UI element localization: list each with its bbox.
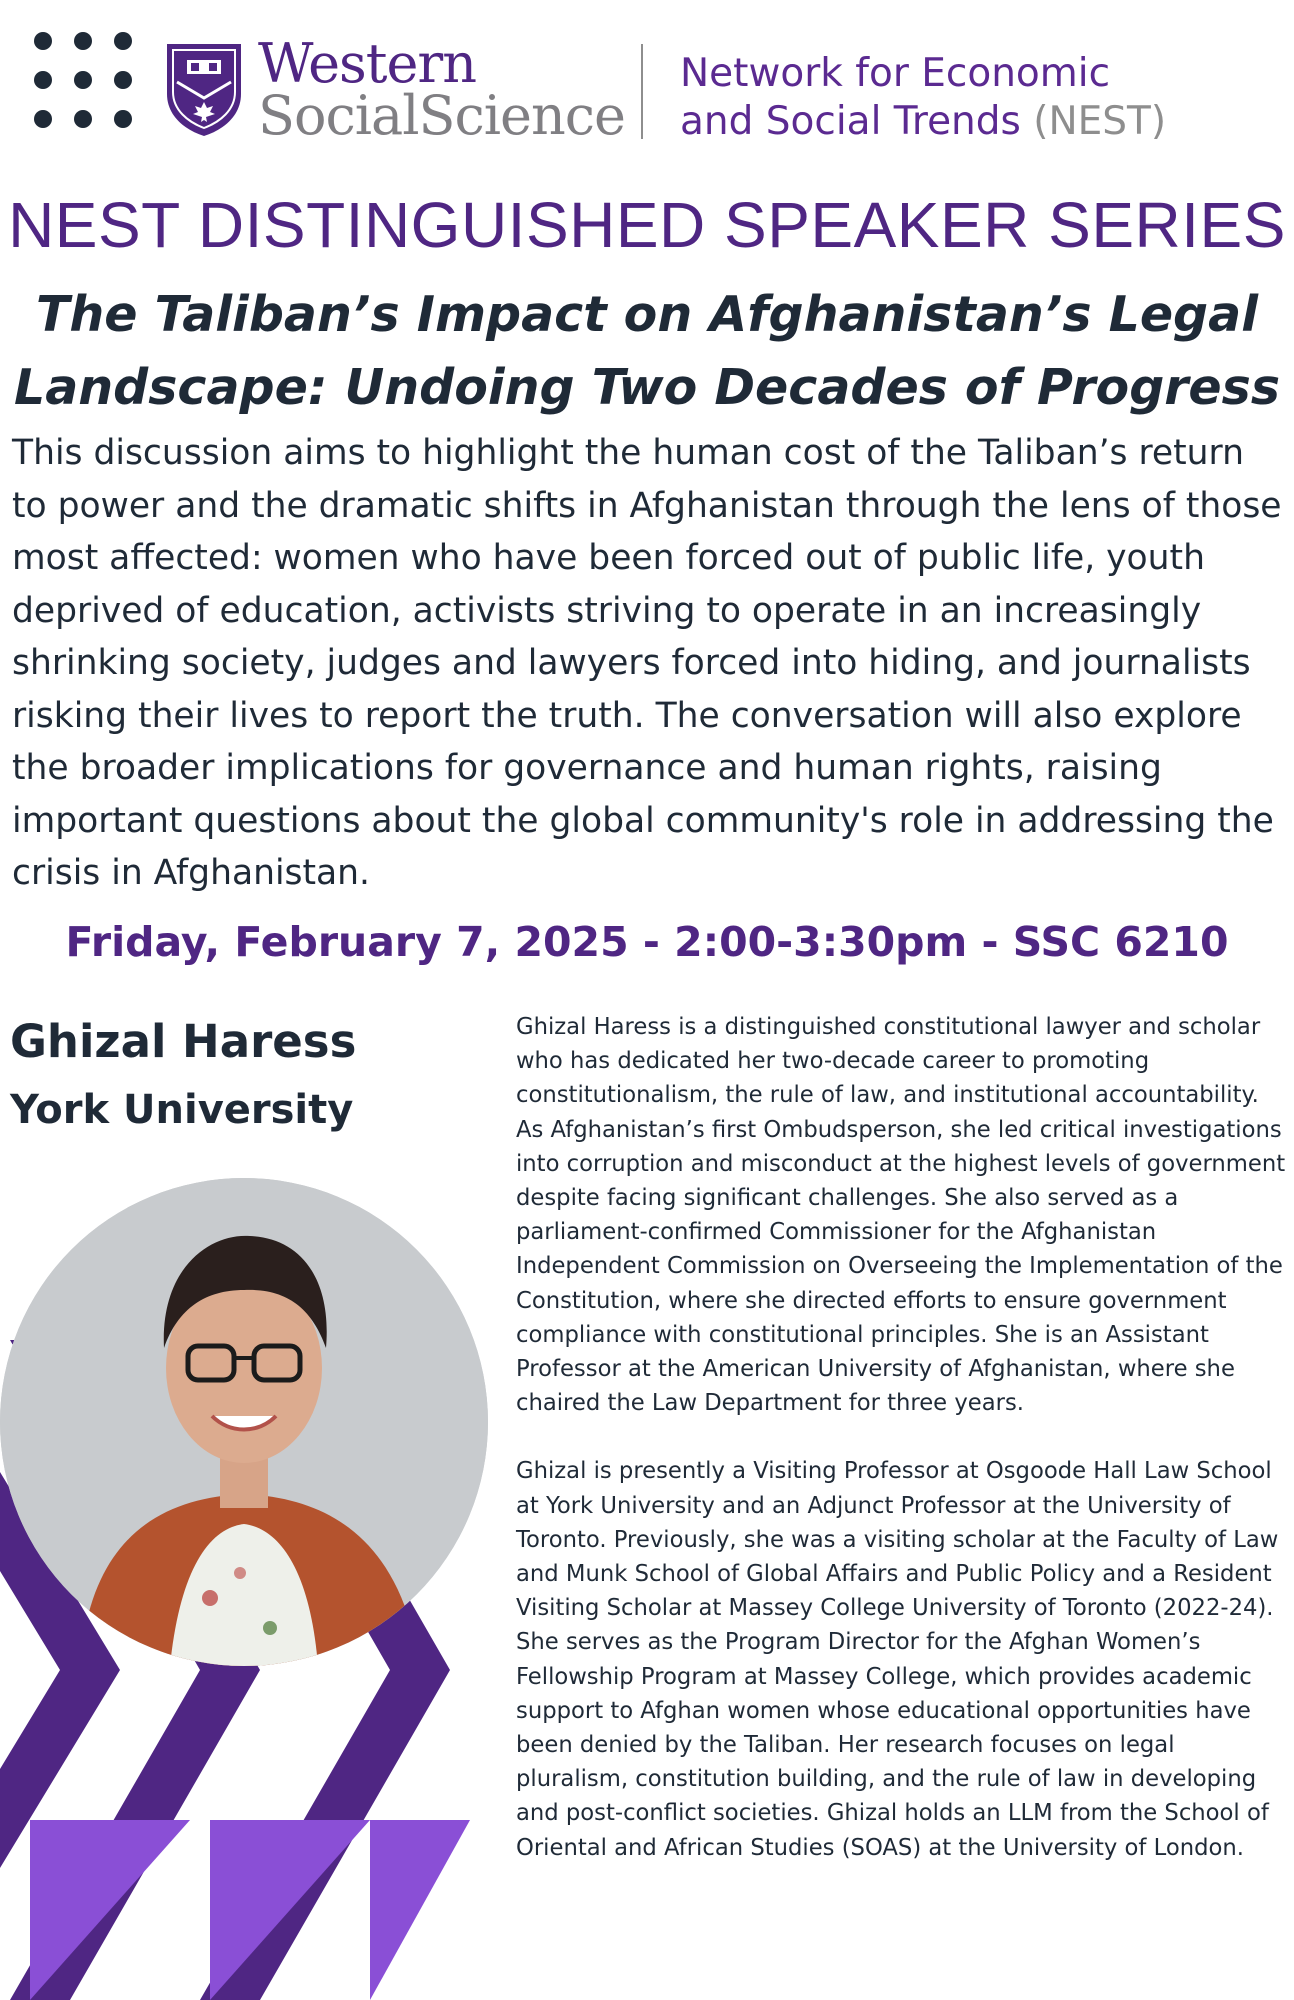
logo-western-text: Western — [258, 32, 477, 95]
header-divider — [641, 44, 643, 139]
network-line1: Network for Economic — [680, 51, 1111, 96]
talk-title-line1: The Taliban’s Impact on Afghanistan’s Legal — [35, 286, 1258, 343]
logo-social-science-text: SocialScience — [258, 84, 625, 147]
speaker-photo — [0, 1178, 488, 1666]
dot-grid-icon — [30, 30, 140, 130]
nest-network-name — [680, 50, 1166, 146]
network-line2: and Social Trends — [680, 99, 1021, 144]
event-date-time-location: Friday, February 7, 2025 - 2:00-3:30pm - SSC 6210 — [65, 918, 1229, 966]
western-social-science-logo — [258, 32, 625, 147]
series-title: NEST DISTINGUISHED SPEAKER SERIES — [8, 189, 1286, 261]
speaker-bio — [516, 1010, 1286, 1865]
bio-paragraph-1: Ghizal Haress is a distinguished constitutional lawyer and scholar who has dedicated her two-decade career to promoting constitutionalism, the rule of law, and institutional accountability. As Afghanistan’s first Ombudsperson, she led critical investigations into corruption and misconduct at the highest levels of government despite facing significant challenges. She also served as a parliament-confirmed Commissioner for the Afghanistan Independent Commission on Overseeing the Implementation of the Constitution, where she directed efforts to ensure government compliance with constitutional principles. She is an Assistant Professor at the American University of Afghanistan, where she chaired the Law Department for three years. — [516, 1014, 1286, 1417]
event-description: This discussion aims to highlight the human cost of the Taliban’s return to power and the dramatic shifts in Afghanistan through the lens of those most affected: women who have been forced out of public life, youth deprived of education, activists striving to operate in an increasingly shrinking society, judges and lawyers forced into hiding, and journalists risking their lives to report the truth. The conversation will also explore the broader implications for governance and human rights, raising important questions about the global community's role in addressing the crisis in Afghanistan. — [12, 433, 1282, 893]
talk-title — [0, 278, 1294, 424]
western-shield-icon — [165, 42, 243, 138]
speaker-name: Ghizal Haress — [10, 1015, 357, 1068]
speaker-affiliation: York University — [10, 1087, 354, 1133]
network-abbreviation: (NEST) — [1033, 99, 1167, 144]
talk-title-line2: Landscape: Undoing Two Decades of Progress — [13, 359, 1280, 416]
bio-paragraph-2: Ghizal is presently a Visiting Professor at Osgoode Hall Law School at York University and an Adjunct Professor at the University of Toronto. Previously, she was a visiting scholar at the Faculty of Law and Munk School of Global Affairs and Public Policy and a Resident Visiting Scholar at Massey College University of Toronto (2022-24). She serves as the Program Director for the Afghan Women’s Fellowship Program at Massey College, which provides academic support to Afghan women whose educational opportunities have been denied by the Taliban. Her research focuses on legal pluralism, constitution building, and the rule of law in developing and post-conflict societies. Ghizal holds an LLM from the School of Oriental and African Studies (SOAS) at the University of London. — [516, 1458, 1279, 1861]
